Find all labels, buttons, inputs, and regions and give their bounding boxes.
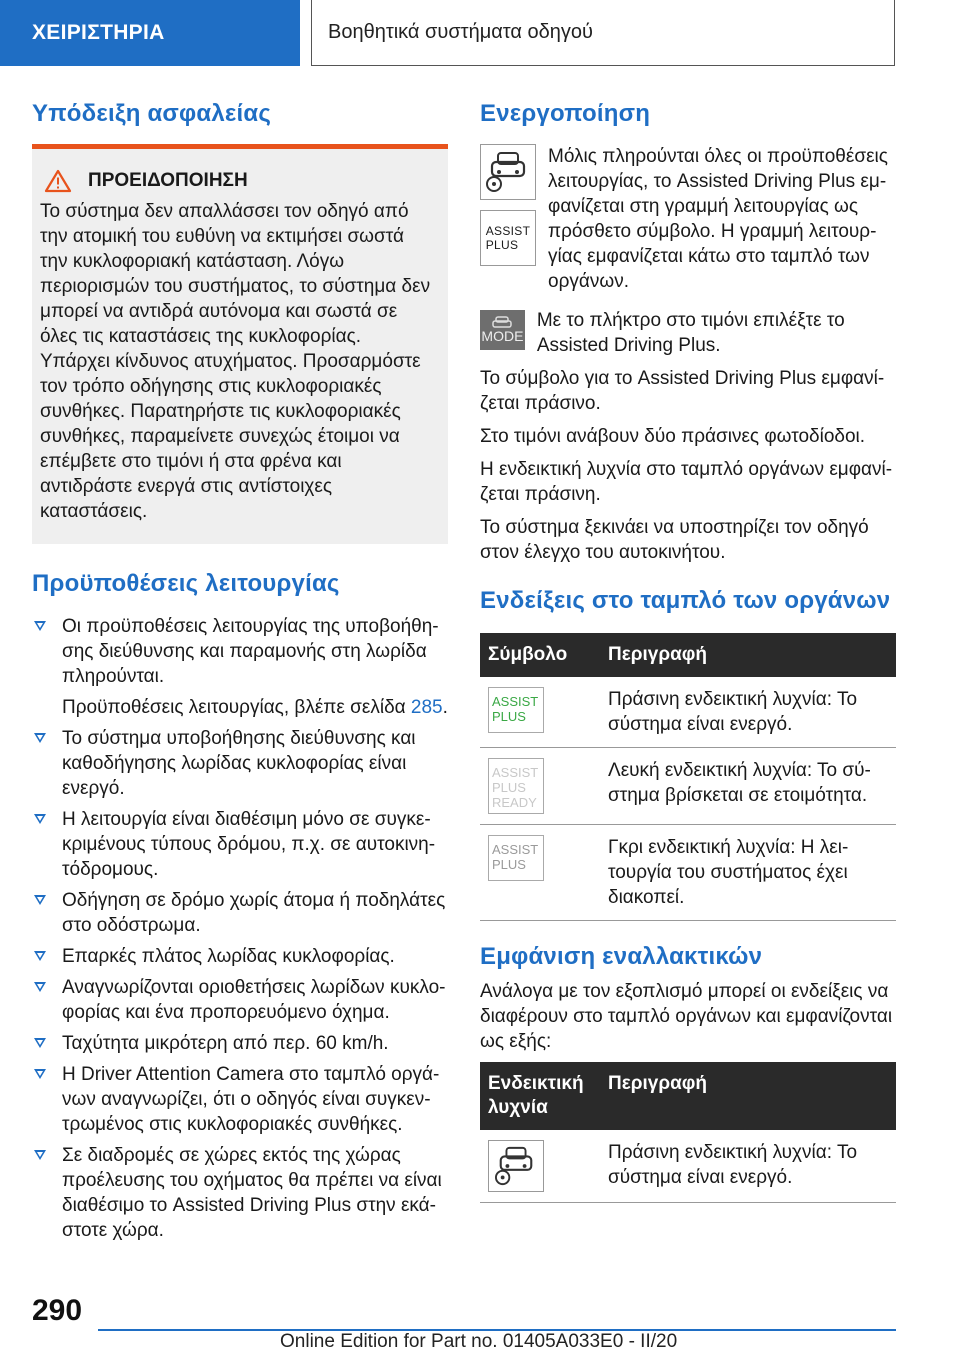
list-item: Το σύστημα υποβοήθησης διεύθυνσης και καθοδήγησης λωρίδας κυκλοφορίας είναι ενεργό. <box>32 726 448 801</box>
table-header <box>480 1062 896 1130</box>
activation-text-6: Το σύστημα ξεκινάει να υποστηρίζει τον οδηγό στον έλεγχο του αυτοκινήτου. <box>480 517 869 563</box>
list-item: Η λειτουργία είναι διαθέσιμη μόνο σε συγκεκριμένους τύπους δρόμου, π.χ. σε αυτοκινητόδρομους. <box>32 807 448 882</box>
indicator-table <box>480 633 896 921</box>
activation-text-4: Στο τιμόνι ανάβουν δύο πράσινες φωτοδίοδοι. <box>480 426 866 447</box>
warning-box <box>32 144 448 544</box>
row-description: Πράσινη ενδεικτική λυχνία: Το σύστημα είναι ενεργό. <box>600 1130 896 1203</box>
triangle-bullet-icon <box>34 814 46 824</box>
chapter-title: Βοηθητικά συστήματα οδηγού <box>311 0 895 66</box>
triangle-bullet-icon <box>34 621 46 631</box>
mode-row <box>480 308 896 358</box>
driving-assist-icon <box>480 144 536 200</box>
warning-text: Το σύστημα δεν απαλλάσσει τον οδηγό από την ατομική του ευθύνη να εκτιμήσει σωστά την κυκλοφοριακή κατάσταση. Λόγω περιορισμών του συστήματος, το σύστημα δεν μπορεί να αντιδρά αυτόνομα και σωστά σε όλες τις καταστάσεις της κυκλοφορίας. Υπάρχει κίνδυνος ατυχήματος. Προσαρμόστε τον τρόπο οδήγησης στις κυκλοφοριακές συνθήκες. Παρατηρήστε τις κυκλοφοριακές συνθήκες, παραμείνετε συνεχώς έτοιμοι να επέμβετε στο τιμόνι ή στα φρένα και αντιδράστε ενεργά στις αντίστοιχες καταστάσεις. <box>40 201 431 522</box>
list-item: Οι προϋποθέσεις λειτουργίας της υποβοήθησης διεύθυνσης και παραμονής στη λωρίδα πληρούνται. Προϋποθέσεις λειτουργίας, βλέπε σελίδα 285. <box>32 614 448 720</box>
alt-indicator-table <box>480 1062 896 1203</box>
section-tab[interactable]: ΧΕΙΡΙΣΤΗΡΙΑ <box>0 0 300 66</box>
indicators-heading: Ενδείξεις στο ταμπλό των οργάνων <box>480 587 891 614</box>
list-item: Αναγνωρίζονται οριοθετήσεις λωρίδων κυκλοφορίας και ένα προπορευόμενο όχημα. <box>32 975 448 1025</box>
col-description: Περιγραφή <box>600 1062 896 1130</box>
prereq-heading: Προϋποθέσεις λειτουργίας <box>32 570 340 597</box>
list-item: Οδήγηση σε δρόμο χωρίς άτομα ή ποδηλάτες στο οδόστρωμα. <box>32 888 448 938</box>
row-description: Πράσινη ενδεικτική λυχνία: Το σύστημα είναι ενεργό. <box>600 677 896 748</box>
icon-stack <box>480 144 536 294</box>
warning-header <box>40 169 432 193</box>
assist-plus-gray-icon: ASSIST PLUS <box>488 835 544 881</box>
warning-label: ΠΡΟΕΙΔΟΠΟΙΗΣΗ <box>88 170 248 191</box>
page-link[interactable]: 285 <box>410 697 443 718</box>
activation-text-2: Με το πλήκτρο στο τιμόνι επιλέξτε το Assisted Driving Plus. <box>536 310 845 356</box>
alt-heading: Εμφάνιση εναλλακτικών <box>480 943 763 970</box>
row-description: Γκρι ενδεικτική λυχνία: Η λειτουργία του συστήματος έχει διακοπεί. <box>600 825 896 921</box>
triangle-bullet-icon <box>34 1150 46 1160</box>
driving-assist-green-icon <box>488 1140 544 1192</box>
table-header <box>480 633 896 677</box>
triangle-bullet-icon <box>34 951 46 961</box>
activation-text-5: Η ενδεικτική λυχνία στο ταμπλό οργάνων εμφανίζεται πράσινη. <box>480 459 893 505</box>
triangle-bullet-icon <box>34 1038 46 1048</box>
list-item: Ταχύτητα μικρότερη από περ. 60 km/h. <box>32 1031 448 1056</box>
safety-heading: Υπόδειξη ασφαλείας <box>32 100 272 127</box>
col-symbol: Σύμβολο <box>480 633 600 677</box>
mode-button-icon: MODE <box>480 310 525 350</box>
warning-triangle-icon <box>44 169 72 193</box>
triangle-bullet-icon <box>34 982 46 992</box>
activation-text-1: Μόλις πληρούνται όλες οι προϋποθέσεις λειτουργίας, το Assisted Driving Plus εμφανίζεται στη γραμμή λειτουργίας ως πρόσθετο σύμβολο. Η γραμμή λειτουργίας εμφανίζεται κάτω στο ταμπλό των οργάνων. <box>548 146 888 292</box>
reference-line: Προϋποθέσεις λειτουργίας, βλέπε σελίδα 285. <box>62 697 448 718</box>
activation-heading: Ενεργοποίηση <box>480 100 651 127</box>
list-item: Επαρκές πλάτος λωρίδας κυκλοφορίας. <box>32 944 448 969</box>
triangle-bullet-icon <box>34 733 46 743</box>
triangle-bullet-icon <box>34 1069 46 1079</box>
left-column <box>32 100 448 1249</box>
table-row <box>480 677 896 748</box>
col-description: Περιγραφή <box>600 633 896 677</box>
activation-intro <box>480 144 896 294</box>
page-number: 290 <box>32 1294 83 1327</box>
triangle-bullet-icon <box>34 895 46 905</box>
activation-text-3: Το σύμβολο για το Assisted Driving Plus εμφανίζεται πράσινο. <box>480 368 885 414</box>
row-description: Λευκή ενδεικτική λυχνία: Το σύστημα βρίσκεται σε ετοιμότητα. <box>600 748 896 825</box>
alt-text: Ανάλογα με τον εξοπλισμό μπορεί οι ενδείξεις να διαφέρουν στο ταμπλό οργάνων και εμφανίζονται ως εξής: <box>480 981 893 1052</box>
assist-plus-ready-icon: ASSIST PLUS READY <box>488 758 544 814</box>
table-row <box>480 825 896 921</box>
page-header <box>0 0 960 66</box>
table-row <box>480 748 896 825</box>
prereq-list <box>32 614 448 1243</box>
right-column <box>480 100 896 1225</box>
edition-note: Online Edition for Part no. 01405A033E0 - II/20 <box>280 1331 678 1352</box>
assist-plus-icon: ASSIST PLUS <box>480 210 536 266</box>
list-item: Σε διαδρομές σε χώρες εκτός της χώρας προέλευσης του οχήματος θα πρέπει να είναι διαθέσιμο το Assisted Driving Plus στην εκάστοτε χώρα. <box>32 1143 448 1243</box>
col-indicator: Ενδεικτική λυχνία <box>480 1062 600 1130</box>
table-row <box>480 1130 896 1203</box>
assist-plus-green-icon: ASSIST PLUS <box>488 687 544 733</box>
list-item: Η Driver Attention Camera στο ταμπλό οργάνων αναγνωρίζει, ότι ο οδηγός είναι συγκεντρωμένος στις κυκλοφοριακές συνθήκες. <box>32 1062 448 1137</box>
